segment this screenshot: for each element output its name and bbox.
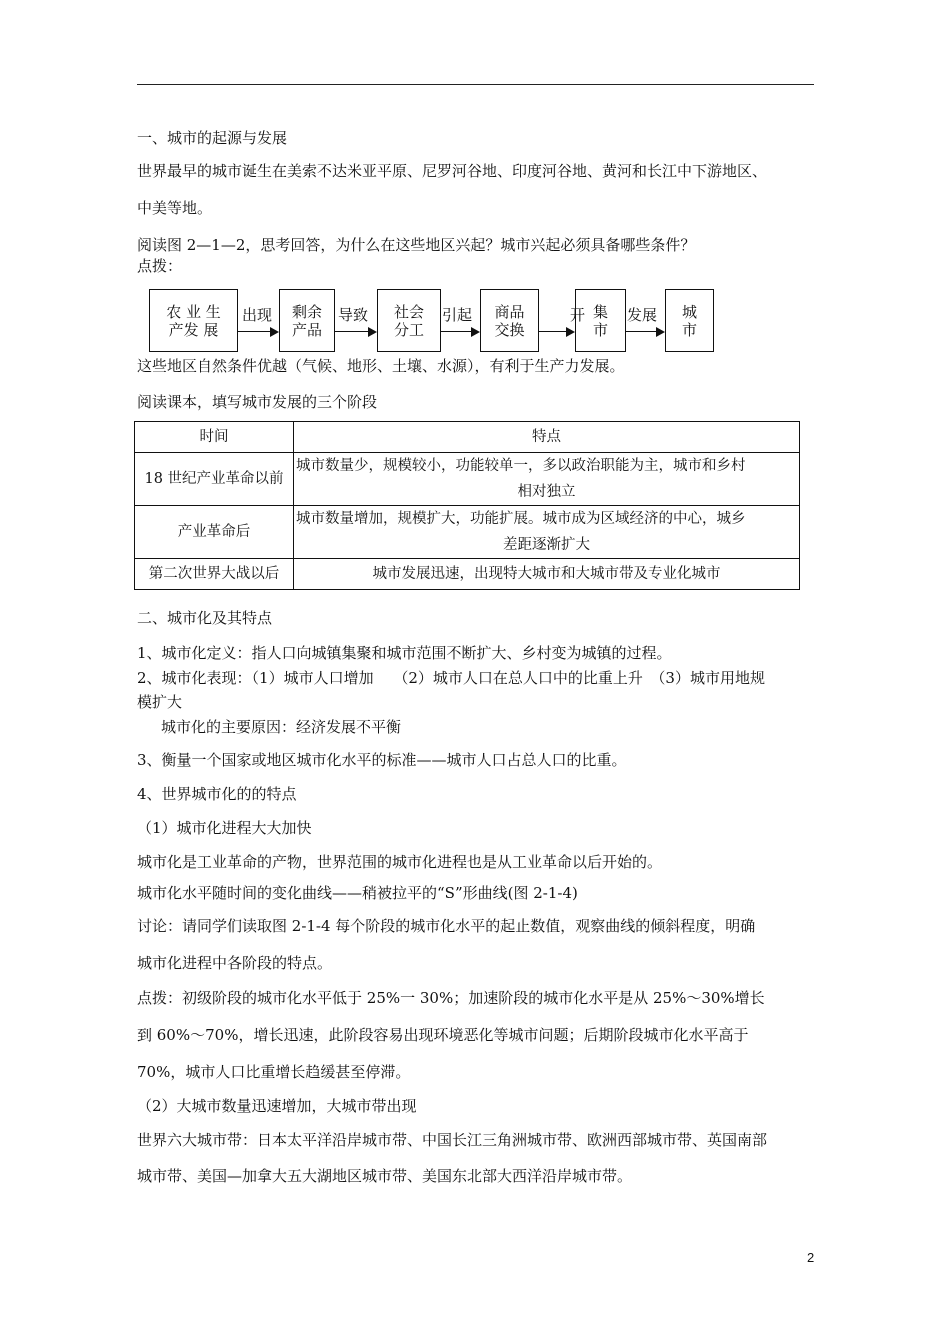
- feature1-para1: 城市化是工业革命的产物，世界范围的城市化进程也是从工业革命以后开始的。: [137, 853, 663, 871]
- row3-time: 第二次世界大战以后: [135, 559, 294, 590]
- main-cause-text: 城市化的主要原因：经济发展不平衡: [161, 718, 402, 736]
- question-text: 阅读图 2—1—2，思考回答，为什么在这些地区兴起？城市兴起必须具备哪些条件？: [137, 236, 696, 254]
- measure-text: 3、衡量一个国家或地区城市化水平的标准——城市人口占总人口的比重。: [137, 751, 627, 769]
- flow-arrow-3: [441, 331, 478, 332]
- flow-arrow-4: [539, 331, 573, 332]
- row1-feature: 城市数量少，规模较小，功能较单一，多以政治职能为主，城市和乡村 相对独立: [294, 453, 800, 506]
- row3-feature: 城市发展迅速，出现特大城市和大城市带及专业化城市: [294, 559, 800, 590]
- discuss-line1: 讨论：请同学们读取图 2-1-4 每个阶段的城市化水平的起止数值，观察曲线的倾斜程度，明确: [137, 917, 756, 935]
- expression-line1: 2、城市化表现：（1）城市人口增加 （2）城市人口在总人口中的比重上升 （3）城市用地规: [137, 669, 765, 687]
- origin-paragraph-line2: 中美等地。: [137, 199, 213, 217]
- flow-arrow-label-2: 导致: [338, 306, 369, 324]
- feature1-para2: 城市化水平随时间的变化曲线——稍被拉平的“S”形曲线(图 2-1-4): [137, 884, 578, 902]
- flow-box-city: 城 市: [665, 289, 714, 352]
- expression-line2: 模扩大: [137, 693, 183, 711]
- page-number: 2: [807, 1250, 815, 1265]
- features-heading: 4、世界城市化的的特点: [137, 785, 297, 803]
- belts-line2: 城市带、美国—加拿大五大湖地区城市带、美国东北部大西洋沿岸城市带。: [137, 1167, 633, 1185]
- flow-box-surplus: 剩余 产品: [279, 289, 335, 352]
- definition-text: 1、城市化定义：指人口向城镇集聚和城市范围不断扩大、乡村变为城镇的过程。: [137, 644, 672, 662]
- table-row: [135, 559, 800, 590]
- flow-arrow-label-5: 发展: [627, 306, 658, 324]
- origin-flow-diagram: [149, 289, 714, 353]
- feature2-heading: （2）大城市数量迅速增加，大城市带出现: [137, 1097, 417, 1115]
- flow-arrow-label-1: 出现: [242, 306, 273, 324]
- city-stages-table: [134, 421, 800, 590]
- flow-box-agriculture: 农 业 生 产发 展: [149, 289, 238, 352]
- row2-time: 产业革命后: [135, 506, 294, 559]
- flow-box-division: 社会 分工: [377, 289, 441, 352]
- flow-arrow-label-4: 开: [570, 306, 586, 324]
- section2-heading: 二、城市化及其特点: [137, 609, 273, 627]
- header-feature: 特点: [294, 422, 800, 453]
- flow-arrow-label-3: 引起: [442, 306, 473, 324]
- hint-label: 点拨：: [137, 257, 183, 275]
- row2-feature: 城市数量增加，规模扩大，功能扩展。城市成为区域经济的中心，城乡 差距逐渐扩大: [294, 506, 800, 559]
- flow-box-exchange: 商品 交换: [480, 289, 539, 352]
- header-time: 时间: [135, 422, 294, 453]
- hint2-line3: 70%，城市人口比重增长趋缓甚至停滞。: [137, 1063, 411, 1081]
- flow-arrow-5: [626, 331, 663, 332]
- section1-heading: 一、城市的起源与发展: [137, 129, 288, 147]
- belts-line1: 世界六大城市带：日本太平洋沿岸城市带、中国长江三角洲城市带、欧洲西部城市带、英国南部: [137, 1131, 768, 1149]
- conditions-text: 这些地区自然条件优越（气候、地形、土壤、水源），有利于生产力发展。: [137, 357, 625, 375]
- table-header-row: [135, 422, 800, 453]
- flow-box-market: 集 市: [575, 289, 626, 352]
- table-intro: 阅读课本，填写城市发展的三个阶段: [137, 393, 378, 411]
- hint2-line1: 点拨：初级阶段的城市化水平低于 25%一 30%；加速阶段的城市化水平是从 25%～30%增长: [137, 989, 765, 1007]
- flow-arrow-2: [335, 331, 375, 332]
- flow-arrow-1: [238, 331, 277, 332]
- origin-paragraph-line1: 世界最早的城市诞生在美索不达米亚平原、尼罗河谷地、印度河谷地、黄河和长江中下游地区、: [137, 162, 768, 180]
- discuss-line2: 城市化进程中各阶段的特点。: [137, 954, 333, 972]
- header-rule: [137, 84, 814, 85]
- table-row: [135, 506, 800, 559]
- row1-time: 18 世纪产业革命以前: [135, 453, 294, 506]
- table-row: [135, 453, 800, 506]
- feature1-heading: （1）城市化进程大大加快: [137, 819, 312, 837]
- hint2-line2: 到 60%～70%，增长迅速，此阶段容易出现环境恶化等城市问题；后期阶段城市化水平高于: [137, 1026, 749, 1044]
